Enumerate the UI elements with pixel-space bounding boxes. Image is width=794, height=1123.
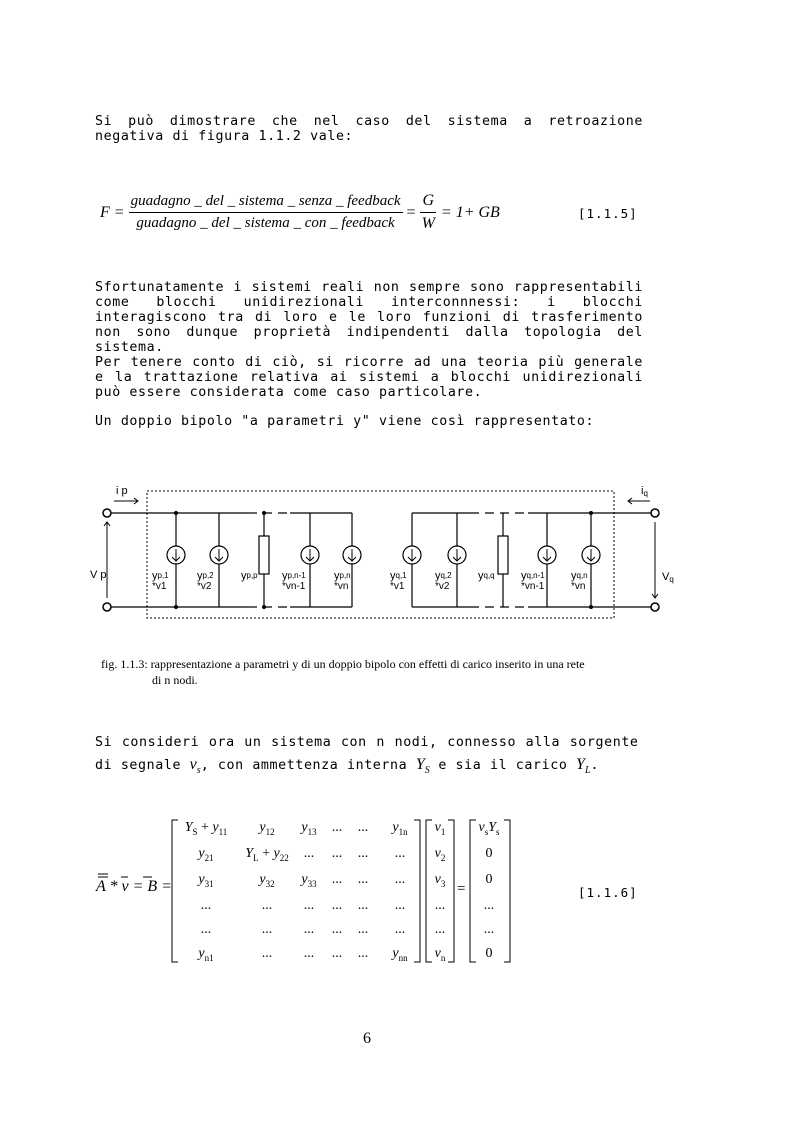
- vector-v-2: $v_3$: [434, 872, 446, 889]
- equation-number-1-1-5: [1.1.5]: [578, 206, 638, 221]
- arrow-ip: [114, 498, 138, 504]
- terminal-p-bottom: [103, 603, 111, 611]
- matrix-cell-0-4: ...: [357, 820, 369, 835]
- paragraph-doppio-bipolo: Un doppio bipolo "a parametri y" viene così rappresentato:: [95, 414, 595, 429]
- matrix-cell-0-5: $y_{1n}$: [392, 820, 408, 837]
- branch-label-1: yp,2: [197, 570, 214, 582]
- resistor-ypp: [259, 536, 269, 574]
- matrix-cell-4-0: ...: [200, 922, 212, 937]
- branch-label-7: yq,q: [478, 570, 495, 582]
- branch-label-4: yp,n: [334, 570, 351, 582]
- matrix-cell-4-5: ...: [394, 922, 406, 937]
- matrix-cell-5-4: ...: [357, 946, 369, 961]
- caption-line-1: fig. 1.1.3: rappresentazione a parametri y di un doppio bipolo con effetti di carico inserito in una rete: [101, 657, 585, 671]
- matrix-cell-2-2: $y_{33}$: [301, 872, 317, 889]
- resistor-yqq: [498, 536, 508, 574]
- matrix-cell-5-2: ...: [303, 946, 315, 961]
- branch-label-9: yq,n: [571, 570, 588, 582]
- terminal-q-top: [651, 509, 659, 517]
- matrix-cell-4-4: ...: [357, 922, 369, 937]
- arrow-vq: [652, 522, 658, 598]
- vector-b-3: ...: [483, 898, 495, 913]
- matrix-cell-5-5: $y_{nn}$: [392, 946, 408, 963]
- terminal-p-top: [103, 509, 111, 517]
- branch-label-factor-6: *v2: [435, 581, 450, 592]
- eq-numerator: guadagno _ del _ sistema _ senza _ feedback: [129, 193, 403, 213]
- equation-1-1-5: [100, 192, 500, 233]
- branch-label-factor-0: *v1: [152, 581, 167, 592]
- matrix-cell-3-2: ...: [303, 898, 315, 913]
- arrow-vp: [104, 522, 110, 598]
- eq116-equals: =: [457, 881, 466, 897]
- matrix-cell-1-3: ...: [331, 846, 343, 861]
- vector-v-4: ...: [434, 922, 446, 937]
- matrix-cell-2-5: ...: [394, 872, 406, 887]
- matrix-cell-1-4: ...: [357, 846, 369, 861]
- vector-b-0: $v_sY_s$: [478, 820, 500, 837]
- vector-b-1: 0: [485, 846, 493, 861]
- paragraph-sfortunatamente: Sfortunatamente i sistemi reali non sempre sono rappresentabili come blocchi unidirezionali interconnnessi: i blocchi interagiscono tra di loro e le loro funzioni di trasferimento non sono dunque proprietà indipendenti dalla topologia del sistema.: [95, 280, 652, 355]
- symbol-vs: $v_s$: [189, 756, 201, 777]
- vector-v-3: ...: [434, 898, 446, 913]
- matrix-cell-3-0: ...: [200, 898, 212, 913]
- vector-b-2: 0: [485, 872, 493, 887]
- branch-label-factor-4: *vn: [334, 581, 349, 592]
- paragraph-intro: Si può dimostrare che nel caso del sistema a retroazione negativa di figura 1.1.2 vale:: [95, 114, 652, 144]
- eq-fraction-gw: [420, 192, 437, 233]
- branch-label-factor-1: *v2: [197, 581, 212, 592]
- equation-1-1-6-lhs: A * v = B =: [96, 878, 172, 895]
- vector-v-5: $v_n$: [434, 946, 446, 963]
- matrix-cell-2-3: ...: [331, 872, 343, 887]
- matrix-cell-5-1: ...: [261, 946, 273, 961]
- symbol-YL: $Y_L$: [576, 756, 591, 777]
- eq-equals: =: [406, 203, 416, 221]
- paragraph-si-consideri-line1: Si consideri ora un sistema con n nodi, connesso alla sorgente: [95, 735, 639, 750]
- symbol-Ys: $Y_S$: [415, 756, 430, 777]
- matrix-cell-4-3: ...: [331, 922, 343, 937]
- label-vq: Vq: [662, 571, 674, 584]
- branch-label-2: yp,p: [241, 570, 258, 582]
- branch-label-3: yp,n-1: [282, 570, 306, 582]
- equation-number-1-1-6: [1.1.6]: [578, 885, 638, 900]
- matrix-cell-2-0: $y_{31}$: [198, 872, 214, 889]
- circuit-figure: [0, 470, 794, 630]
- matrix-cell-3-3: ...: [331, 898, 343, 913]
- eq-fraction-main: [129, 193, 403, 232]
- branch-label-5: yq,1: [390, 570, 407, 582]
- label-vp: V p: [90, 569, 107, 581]
- eq-lhs: F =: [100, 203, 125, 221]
- branch-label-factor-3: *vn-1: [282, 581, 306, 592]
- matrix-cell-1-1: $Y_L + y_{22}$: [245, 846, 289, 863]
- branch-label-factor-8: *vn-1: [521, 581, 545, 592]
- eq-denominator: guadagno _ del _ sistema _ con _ feedback: [136, 215, 395, 231]
- paragraph-si-consideri-line2: di segnale $v_s$, con ammettenza interna $Y_S$ e sia il carico $Y_L$.: [95, 756, 600, 777]
- eq-rhs: = 1+ GB: [440, 203, 500, 221]
- vector-v-0: $v_1$: [434, 820, 446, 837]
- branch-label-factor-5: *v1: [390, 581, 405, 592]
- figure-caption: [101, 656, 661, 688]
- paragraph-si-consideri: [95, 732, 655, 782]
- label-iq: iq: [641, 485, 648, 498]
- vector-b-5: 0: [485, 946, 493, 961]
- branch-label-factor-9: *vn: [571, 581, 586, 592]
- matrix-cell-3-1: ...: [261, 898, 273, 913]
- caption-line-2: di n nodi.: [152, 673, 198, 687]
- paragraph-per-tenere-conto: Per tenere conto di ciò, si ricorre ad una teoria più generale e la trattazione relativa ai sistemi a blocchi unidirezionali può essere considerata come caso particolare.: [95, 355, 652, 400]
- arrow-iq: [628, 498, 650, 504]
- eq-G: G: [420, 192, 436, 213]
- matrix-cell-1-2: ...: [303, 846, 315, 861]
- matrix-cell-3-5: ...: [394, 898, 406, 913]
- matrix-cell-4-2: ...: [303, 922, 315, 937]
- matrix-cell-5-0: $y_{n1}$: [198, 946, 214, 963]
- branch-label-0: yp,1: [152, 570, 169, 582]
- matrix-cell-2-1: $y_{32}$: [259, 872, 275, 889]
- page-number: 6: [363, 1030, 371, 1047]
- matrix-cell-1-5: ...: [394, 846, 406, 861]
- branch-label-8: yq,n-1: [521, 570, 545, 582]
- label-ip: i p: [116, 485, 128, 497]
- terminal-q-bottom: [651, 603, 659, 611]
- matrix-cell-2-4: ...: [357, 872, 369, 887]
- eq-W: W: [421, 215, 435, 232]
- vector-v-1: $v_2$: [434, 846, 446, 863]
- matrix-cell-0-1: $y_{12}$: [259, 820, 275, 837]
- matrix-cell-4-1: ...: [261, 922, 273, 937]
- matrix-cell-5-3: ...: [331, 946, 343, 961]
- matrix-cell-1-0: $y_{21}$: [198, 846, 214, 863]
- matrix-cell-0-0: $Y_S + y_{11}$: [184, 820, 228, 837]
- matrix-cell-0-2: $y_{13}$: [301, 820, 317, 837]
- matrix-cell-3-4: ...: [357, 898, 369, 913]
- matrix-cell-0-3: ...: [331, 820, 343, 835]
- vector-b-4: ...: [483, 922, 495, 937]
- branch-label-6: yq,2: [435, 570, 452, 582]
